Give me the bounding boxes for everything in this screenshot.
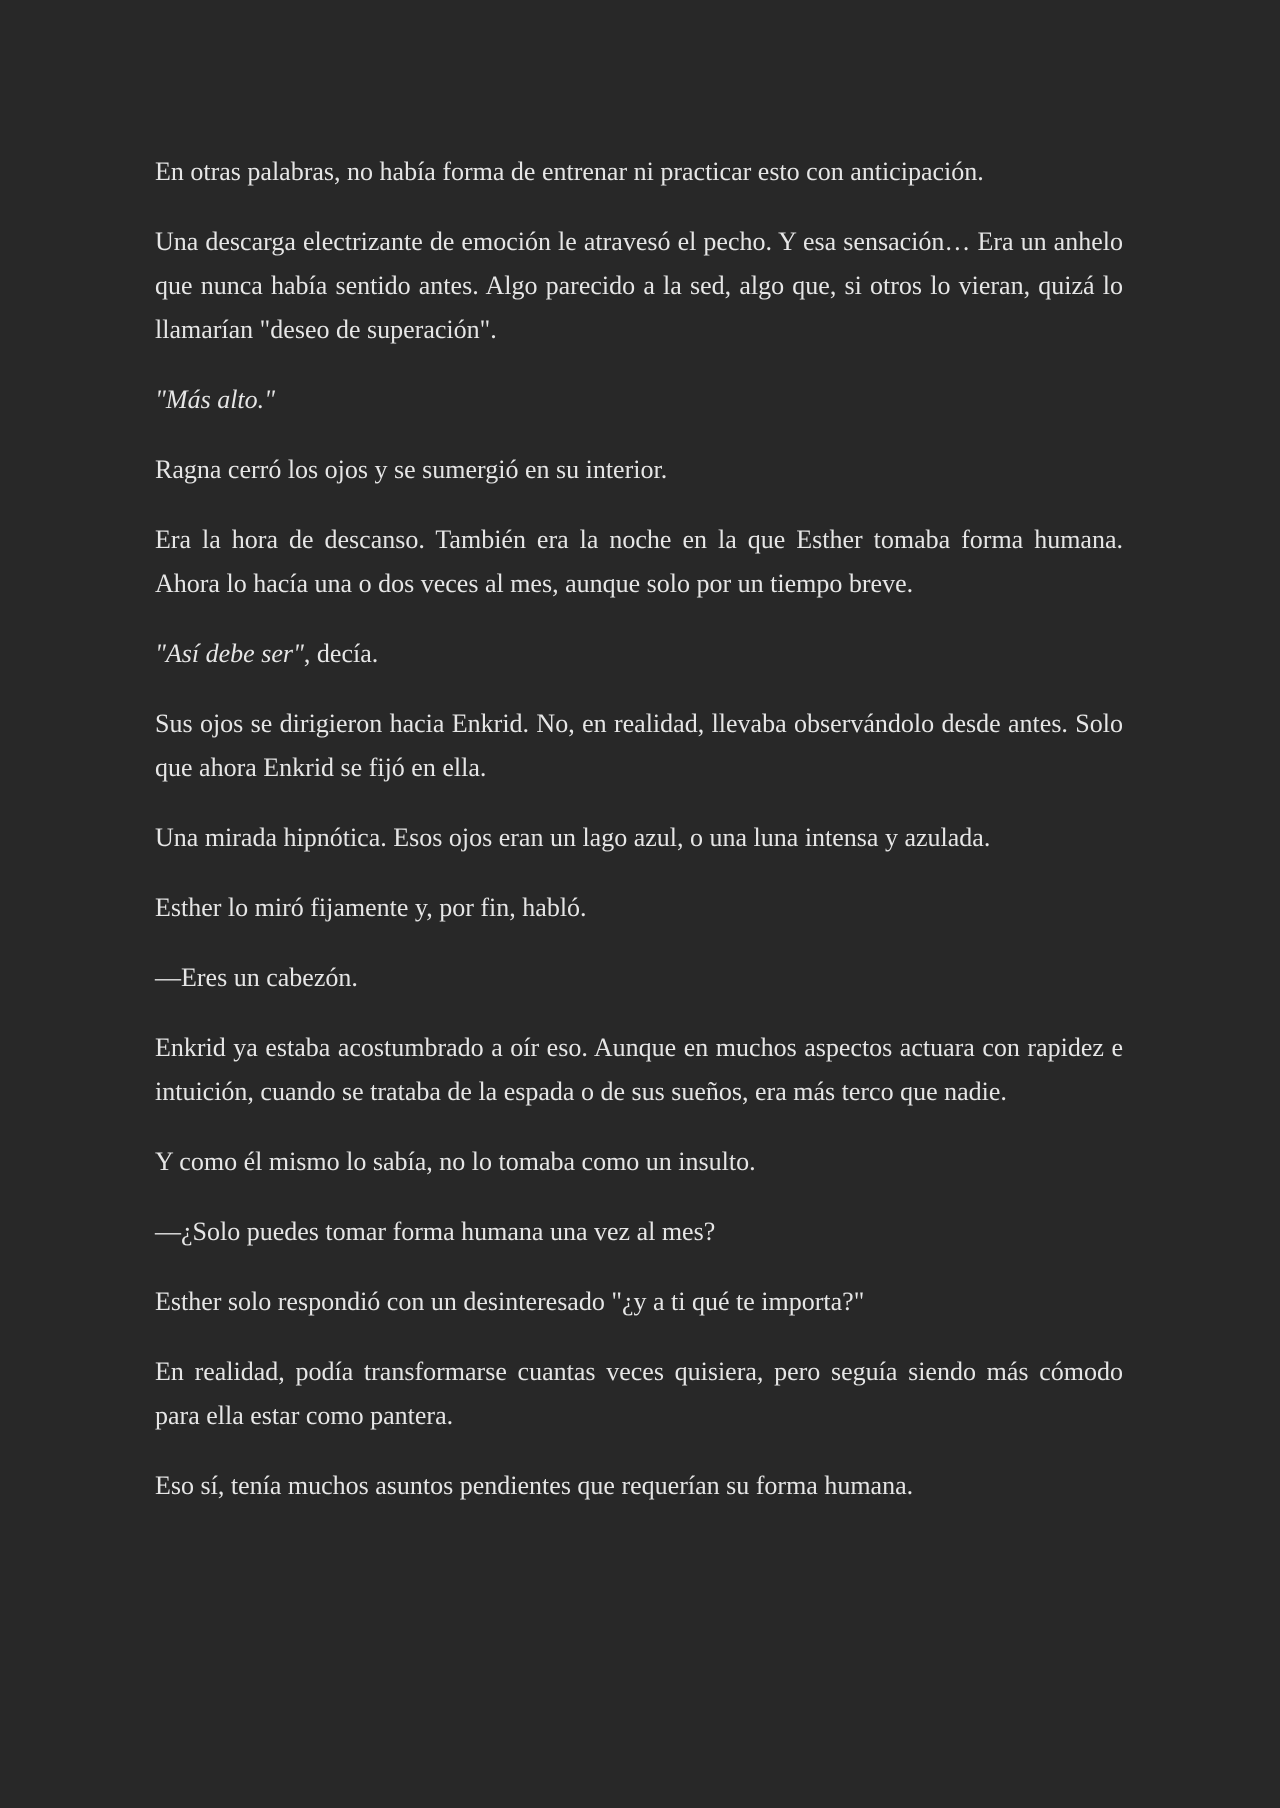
paragraph: Una descarga electrizante de emoción le atravesó el pecho. Y esa sensación… Era un anhelo que nunca había sentido antes. Algo parecido a la sed, algo que, si otros lo vieran, quizá lo llamarían "deseo de superación". [155, 227, 1123, 344]
paragraph: Era la hora de descanso. También era la noche en la que Esther tomaba forma humana. Ahora lo hacía una o dos veces al mes, aunque solo por un tiempo breve. [155, 525, 1123, 598]
paragraph: Esther solo respondió con un desinteresado "¿y a ti qué te importa?" [155, 1287, 865, 1316]
italic-quote: "Así debe ser" [155, 639, 304, 668]
chapter-text [155, 150, 1123, 1534]
paragraph [155, 378, 1123, 422]
paragraph [155, 632, 1123, 676]
dialogue-line: —Eres un cabezón. [155, 963, 358, 992]
paragraph: Sus ojos se dirigieron hacia Enkrid. No, en realidad, llevaba observándolo desde antes. Solo que ahora Enkrid se fijó en ella. [155, 709, 1123, 782]
dialogue-line: —¿Solo puedes tomar forma humana una vez al mes? [155, 1217, 716, 1246]
paragraph: Y como él mismo lo sabía, no lo tomaba como un insulto. [155, 1147, 756, 1176]
italic-thought: "Más alto." [155, 385, 276, 414]
paragraph: Esther lo miró fijamente y, por fin, habló. [155, 893, 587, 922]
paragraph: Una mirada hipnótica. Esos ojos eran un lago azul, o una luna intensa y azulada. [155, 823, 991, 852]
paragraph: Ragna cerró los ojos y se sumergió en su interior. [155, 455, 668, 484]
paragraph: Eso sí, tenía muchos asuntos pendientes que requerían su forma humana. [155, 1471, 914, 1500]
paragraph: En realidad, podía transformarse cuantas veces quisiera, pero seguía siendo más cómodo para ella estar como pantera. [155, 1357, 1123, 1430]
paragraph: Enkrid ya estaba acostumbrado a oír eso. Aunque en muchos aspectos actuara con rapidez e intuición, cuando se trataba de la espada o de sus sueños, era más terco que nadie. [155, 1033, 1123, 1106]
paragraph: En otras palabras, no había forma de entrenar ni practicar esto con anticipación. [155, 157, 984, 186]
paragraph-tail: , decía. [303, 639, 379, 668]
